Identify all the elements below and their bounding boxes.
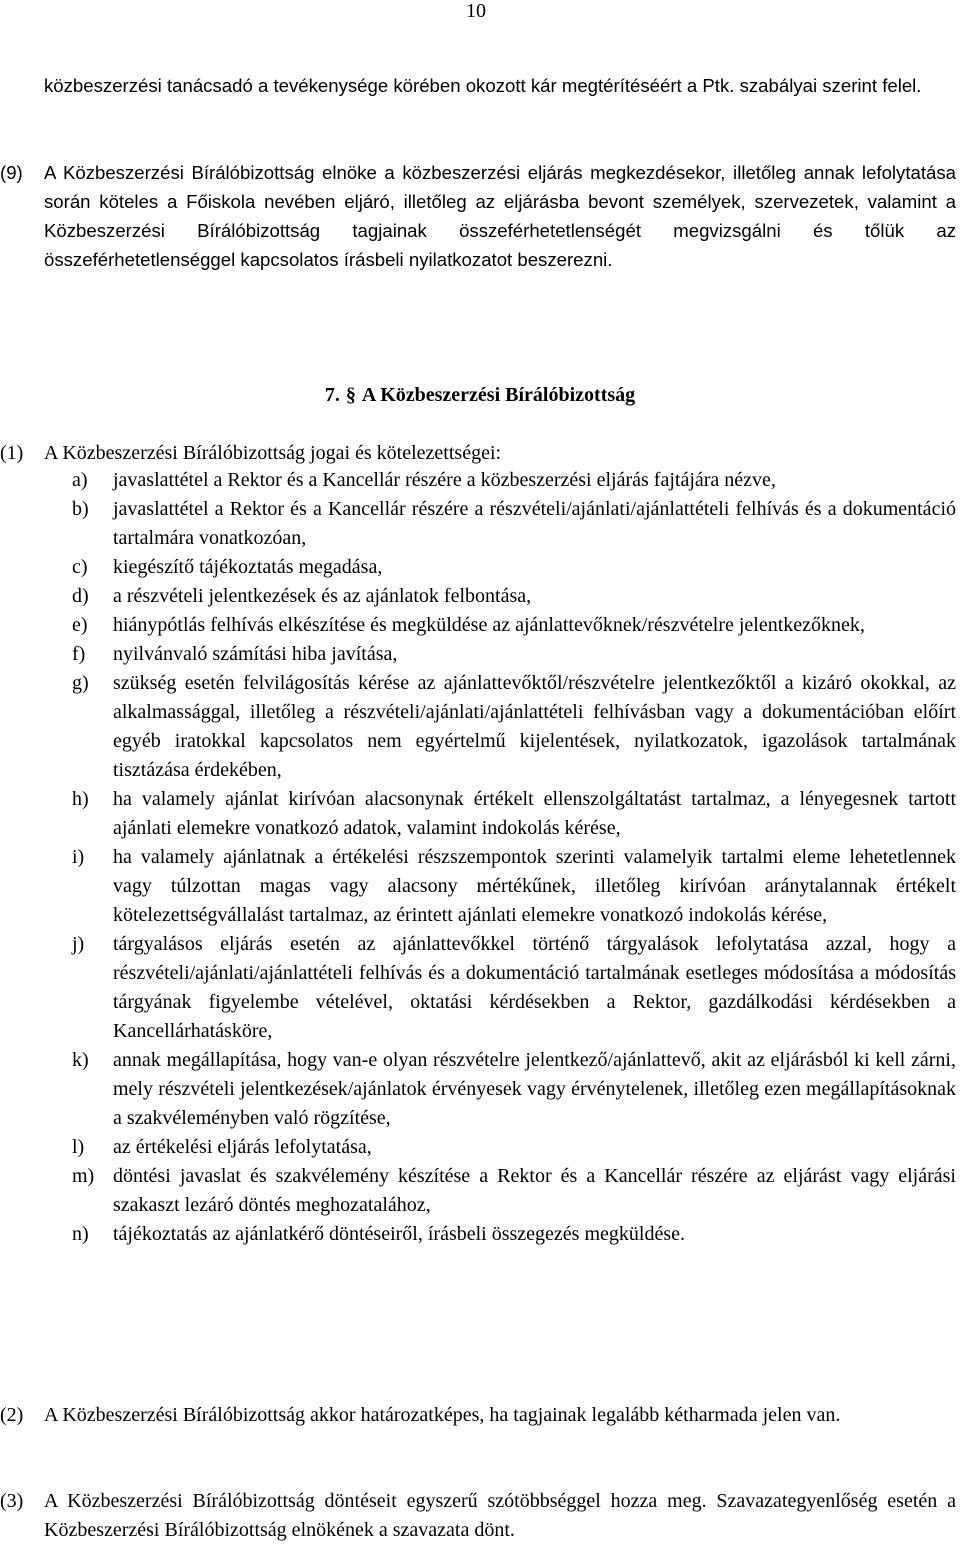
list-item-label: d)	[72, 585, 89, 607]
section-symbol: §	[345, 384, 356, 406]
paragraph-3-label: (3)	[0, 1490, 24, 1512]
list-item-text: az értékelési eljárás lefolytatása,	[113, 1136, 372, 1158]
section-title: A Közbeszerzési Bírálóbizottság	[361, 384, 636, 406]
paragraph-3-text: A Közbeszerzési Bírálóbizottság döntéseit egyszerű szótöbbséggel hozza meg. Szavazategyenlőség esetén a Közbeszerzési Bírálóbizottság elnökének a szavazata dönt.	[44, 1490, 956, 1541]
list-item-text: nyilvánvaló számítási hiba javítása,	[113, 643, 398, 665]
list-item-text: javaslattétel a Rektor és a Kancellár részére a közbeszerzési eljárás fajtájára nézve,	[113, 469, 776, 491]
paragraph-1-text: A Közbeszerzési Bírálóbizottság jogai és kötelezettségei:	[44, 442, 502, 464]
list-item-text: ha valamely ajánlatnak a értékelési részszempontok szerinti valamelyik tartalmi eleme lehetetlennek vagy túlzottan magas vagy alacsony mértékűnek, illetőleg kirívóan aránytalannak értékelt kötelezettségvállalást tartalmaz, az érintett ajánlati elemekre vonatkozó indokolás kérése,	[113, 846, 956, 926]
paragraph-9-text: A Közbeszerzési Bírálóbizottság elnöke a közbeszerzési eljárás megkezdésekor, illetőleg annak lefolytatása során köteles a Főiskola nevében eljáró, illetőleg az eljárásba bevont személyek, szervezetek, valamint a Közbeszerzési Bírálóbizottság tagjainak összeférhetetlenségét megvizsgálni és tőlük az összeférhetetlenséggel kapcsolatos írásbeli nyilatkozatot beszerezni.	[44, 162, 956, 270]
paragraph-2	[0, 1401, 956, 1430]
list-item-text: tárgyalásos eljárás esetén az ajánlattevőkkel történő tárgyalások lefolytatása azzal, hogy a részvételi/ajánlati/ajánlattételi felhívás és a dokumentáció tartalmának esetleges módosítása a módosítás tárgyának figyelembe vételével, oktatási kérdésekben a Rektor, gazdálkodási kérdésekben a Kancellárhatásköre,	[113, 933, 956, 1042]
list-item	[72, 640, 956, 669]
paragraph-2-label: (2)	[0, 1404, 24, 1426]
section-heading	[0, 381, 960, 410]
list-item-text: annak megállapítása, hogy van-e olyan részvételre jelentkező/ajánlattevő, akit az eljárásból ki kell zárni, mely részvételi jelentkezések/ajánlatok érvényesek vagy érvénytelenek, illetőleg ezen megállapításoknak a szakvéleményben való rögzítése,	[113, 1049, 956, 1129]
list-item-label: l)	[72, 1136, 85, 1158]
intro-text: közbeszerzési tanácsadó a tevékenysége körében okozott kár megtérítéséért a Ptk. szabályai szerint felel.	[44, 75, 922, 96]
paragraph-3	[0, 1487, 956, 1545]
list-item	[72, 1220, 956, 1249]
paragraph-2-text: A Közbeszerzési Bírálóbizottság akkor határozatképes, ha tagjainak legalább kétharmada jelen van.	[44, 1404, 841, 1426]
paragraph-1	[0, 439, 956, 468]
list-item	[72, 1162, 956, 1220]
list-item-label: k)	[72, 1049, 89, 1071]
list-item-text: javaslattétel a Rektor és a Kancellár részére a részvételi/ajánlati/ajánlattételi felhívás és a dokumentáció tartalmára vonatkozóan,	[113, 498, 956, 549]
list-item-label: f)	[72, 643, 86, 665]
list-item	[72, 1046, 956, 1133]
list-item-text: kiegészítő tájékoztatás megadása,	[113, 556, 383, 578]
list-item-text: tájékoztatás az ajánlatkérő döntéseiről, írásbeli összegezés megküldése.	[113, 1223, 685, 1245]
paragraph-9	[0, 158, 956, 274]
page-number: 10	[466, 0, 486, 22]
list-item-label: m)	[72, 1165, 95, 1187]
list-item-label: n)	[72, 1223, 89, 1245]
list-item-label: i)	[72, 846, 85, 868]
list-item-text: szükség esetén felvilágosítás kérése az ajánlattevőktől/részvételre jelentkezőktől a kizáró okokkal, az alkalmassággal, illetőleg a részvételi/ajánlati/ajánlattételi felhívásban vagy a dokumentációban előírt egyéb iratokkal kapcsolatos nem egyértelmű kijelentések, nyilatkozatok, igazolások tartalmának tisztázása érdekében,	[113, 672, 956, 781]
list-item	[72, 582, 956, 611]
paragraph-9-label: (9)	[0, 162, 23, 183]
list-item	[72, 843, 956, 930]
list-item-text: ha valamely ajánlat kirívóan alacsonynak értékelt ellenszolgáltatást tartalmaz, a lényegesnek tartott ajánlati elemekre vonatkozó adatok, valamint indokolás kérése,	[113, 788, 956, 839]
list-item-text: döntési javaslat és szakvélemény készítése a Rektor és a Kancellár részére az eljárást vagy eljárási szakaszt lezáró döntés meghozatalához,	[113, 1165, 956, 1216]
list-item-label: j)	[72, 933, 85, 955]
list-item	[72, 553, 956, 582]
list-item	[72, 785, 956, 843]
list-item-label: e)	[72, 614, 88, 636]
list-item-label: g)	[72, 672, 89, 694]
list-item-label: h)	[72, 788, 89, 810]
list-item	[72, 466, 956, 495]
list-item	[72, 669, 956, 785]
list-item	[72, 1133, 956, 1162]
list-item-label: a)	[72, 469, 88, 491]
section-number: 7.	[324, 384, 340, 406]
list-item-label: c)	[72, 556, 88, 578]
list-item	[72, 930, 956, 1046]
list-item-text: hiánypótlás felhívás elkészítése és megküldése az ajánlattevőknek/részvételre jelentkezőknek,	[113, 614, 865, 636]
paragraph-1-label: (1)	[0, 442, 24, 464]
list-item-label: b)	[72, 498, 89, 520]
intro-paragraph	[44, 71, 956, 100]
rights-list	[72, 466, 956, 1249]
list-item	[72, 611, 956, 640]
list-item-text: a részvételi jelentkezések és az ajánlatok felbontása,	[113, 585, 532, 607]
list-item	[72, 495, 956, 553]
